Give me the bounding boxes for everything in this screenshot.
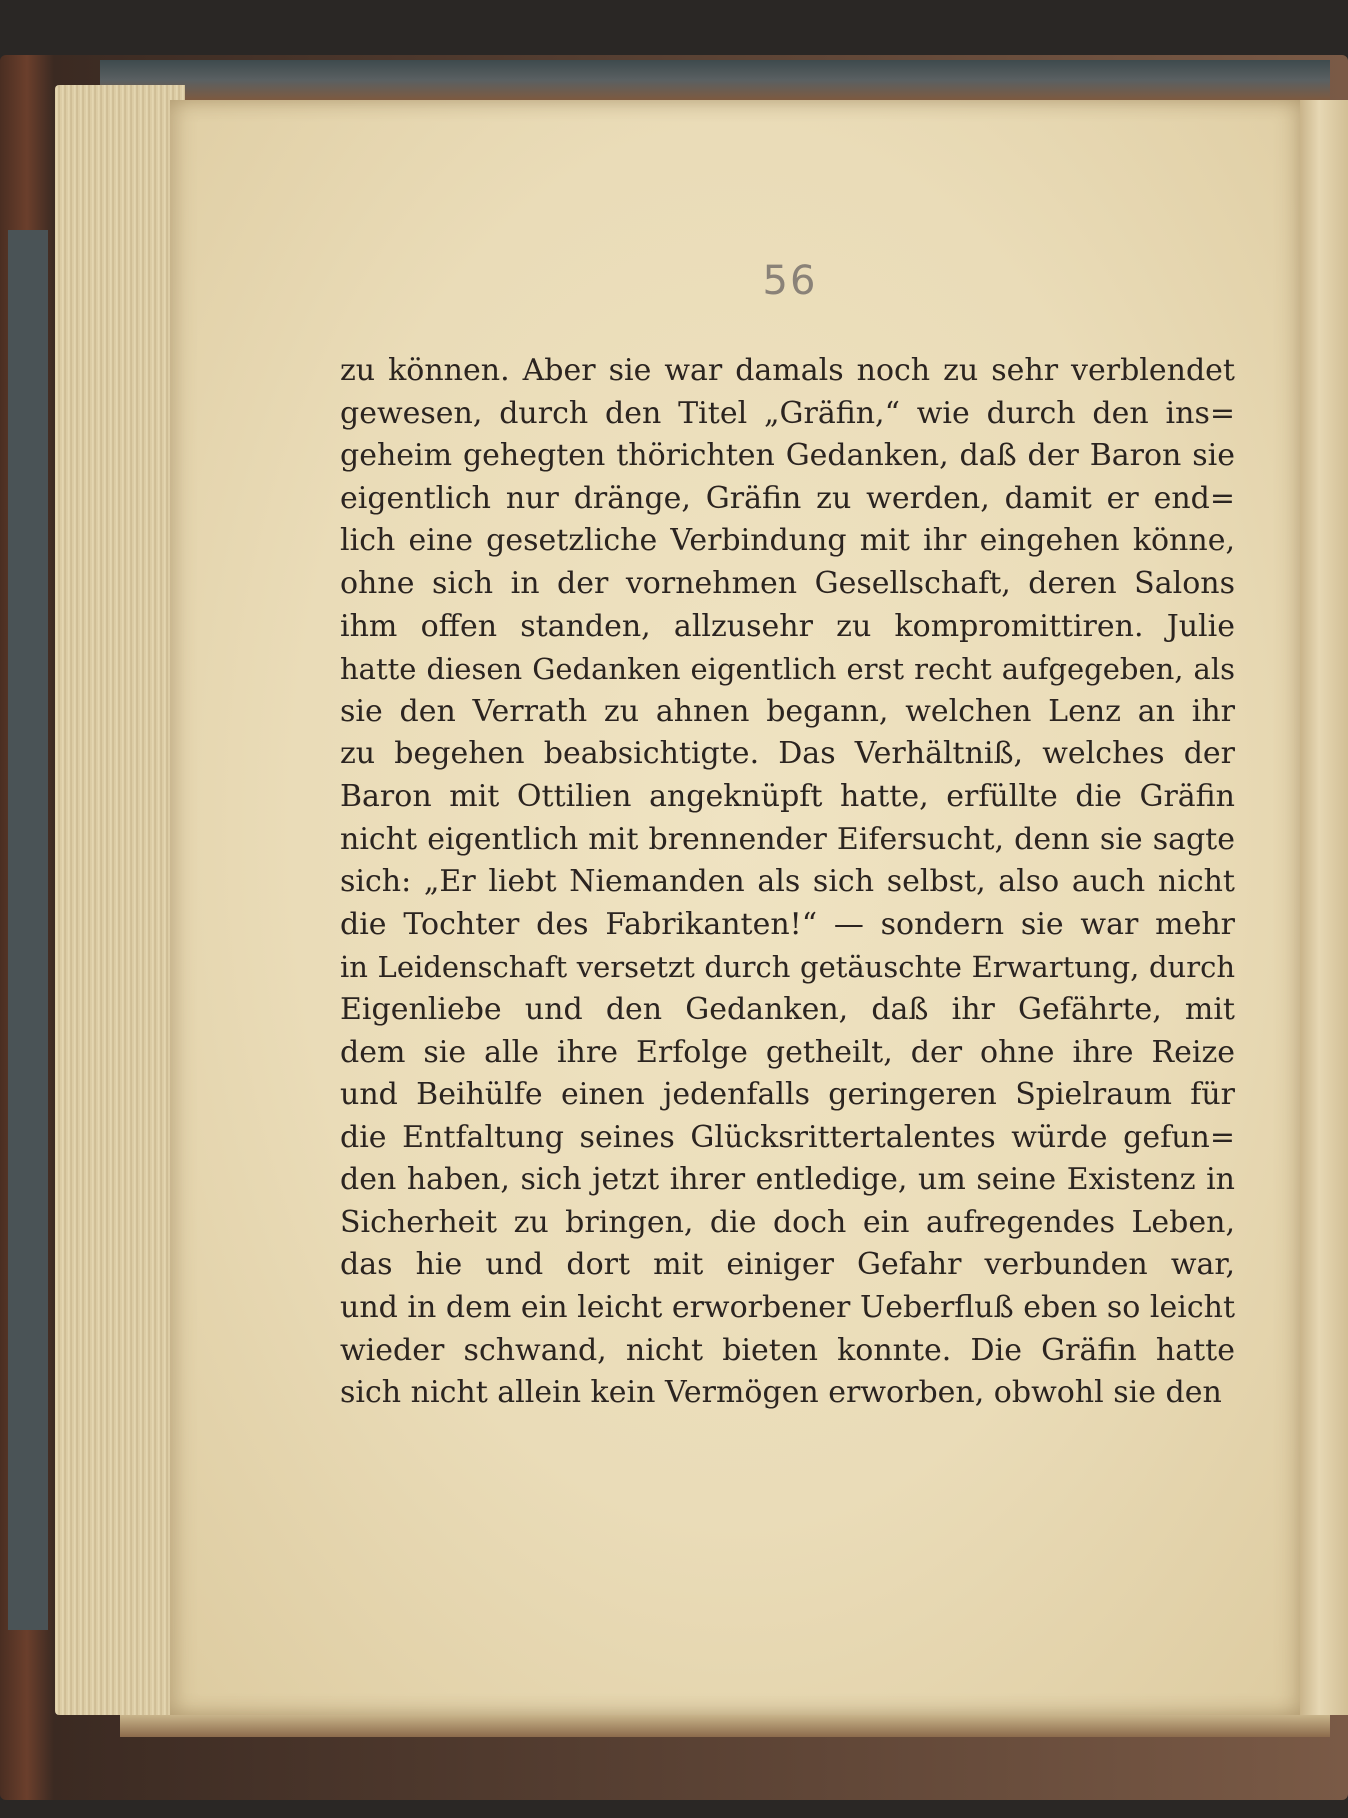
text-line: nicht eigentlich mit brennender Eifersucht, denn sie sagte [340,821,1235,857]
text-line: sich: „Er liebt Niemanden als sich selbst, also auch nicht [340,864,1235,900]
text-line: das hie und dort mit einiger Gefahr verbunden war, [340,1247,1235,1283]
text-line: und Beihülfe einen jedenfalls geringeren Spielraum für [340,1077,1235,1113]
text-line: lich eine gesetzliche Verbindung mit ihr eingehen könne, [340,523,1235,559]
text-line: und in dem ein leicht erworbener Ueberfluß eben so leicht [340,1290,1235,1326]
text-line: zu begehen beabsichtigte. Das Verhältniß, welches der [340,736,1235,772]
text-line: Sicherheit zu bringen, die doch ein aufregendes Leben, [340,1204,1235,1240]
cover-spine-strip [8,230,48,1630]
text-line: hatte diesen Gedanken eigentlich erst recht aufgegeben, als [340,652,1235,687]
text-line: sie den Verrath zu ahnen begann, welchen Lenz an ihr [340,693,1235,729]
page-gutter [1300,100,1348,1715]
text-line: Eigenliebe und den Gedanken, daß ihr Gefährte, mit [340,991,1235,1027]
page-number: 56 [762,258,818,304]
text-line: die Tochter des Fabrikanten!“ — sondern sie war mehr [340,906,1235,942]
page-text [340,350,1235,1415]
text-line: wieder schwand, nicht bieten konnte. Die Gräfin hatte [340,1332,1235,1368]
text-line: sich nicht allein kein Vermögen erworben, obwohl sie den [340,1375,1222,1411]
text-line: ihm offen standen, allzusehr zu kompromittiren. Julie [340,608,1235,644]
text-line: gewesen, durch den Titel „Gräfin,“ wie durch den ins= [340,395,1235,431]
text-line: den haben, sich jetzt ihrer entledige, um seine Existenz in [340,1162,1235,1198]
book-bottom-edge [120,1715,1330,1737]
text-line: dem sie alle ihre Erfolge getheilt, der ohne ihre Reize [340,1034,1235,1070]
page-edges-stack [55,85,185,1715]
text-line: die Entfaltung seines Glücksrittertalentes würde gefun= [340,1119,1235,1155]
text-line: geheim gehegten thörichten Gedanken, daß der Baron sie [340,438,1235,474]
text-line: ohne sich in der vornehmen Gesellschaft, deren Salons [340,565,1235,601]
cover-top-band [100,60,1330,100]
text-line: Baron mit Ottilien angeknüpft hatte, erfüllte die Gräfin [340,778,1235,814]
text-line: eigentlich nur dränge, Gräfin zu werden, damit er end= [340,480,1235,516]
text-line: zu können. Aber sie war damals noch zu sehr verblendet [340,353,1235,388]
text-line: in Leidenschaft versetzt durch getäuschte Erwartung, durch [340,950,1235,985]
